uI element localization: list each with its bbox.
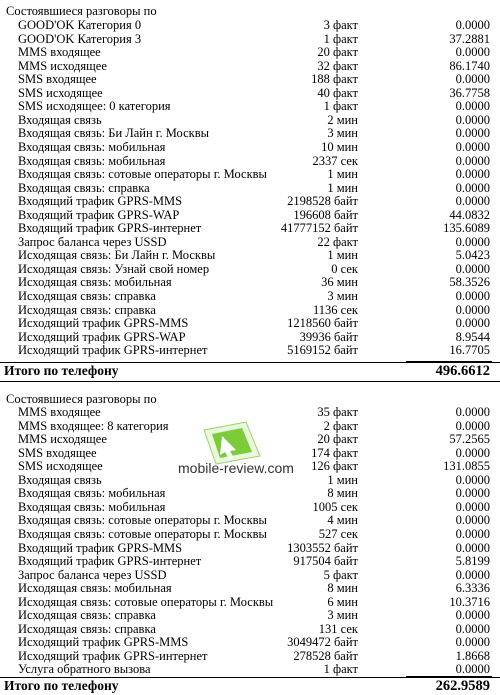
section-heading: Состоявшиеся разговоры по: [6, 392, 157, 406]
service-quantity: 188 факт: [311, 72, 358, 87]
service-quantity: 8 мин: [327, 486, 358, 501]
service-quantity: 278528 байт: [293, 648, 358, 663]
service-cost: 0.0000: [455, 261, 490, 276]
service-cost: 0.0000: [455, 316, 490, 331]
usage-row: [0, 181, 500, 195]
usage-row: [0, 527, 500, 541]
service-cost: 10.3716: [449, 594, 490, 609]
service-cost: 0.0000: [455, 167, 490, 182]
service-quantity: 1136 сек: [313, 302, 358, 317]
service-name: Запрос баланса через USSD: [18, 234, 167, 249]
service-cost: 0.0000: [455, 18, 490, 32]
usage-row: [0, 32, 500, 46]
usage-row: [0, 568, 500, 582]
service-cost: 44.0832: [449, 207, 490, 222]
usage-row: [0, 140, 500, 154]
service-name: Входящая связь: мобильная: [18, 139, 166, 154]
usage-row: [0, 608, 500, 622]
service-name: Входящий трафик GPRS-интернет: [18, 554, 202, 569]
service-quantity: 20 факт: [317, 432, 358, 447]
service-cost: 0.0000: [455, 486, 490, 501]
service-name: Входящая связь: сотовые операторы г. Москвы: [18, 513, 267, 528]
service-quantity: 2337 сек: [312, 153, 358, 168]
service-cost: 0.0000: [455, 72, 490, 87]
service-quantity: 8 мин: [327, 581, 358, 596]
total-bottom-rule: [0, 381, 500, 382]
service-cost: 0.0000: [455, 234, 490, 249]
service-quantity: 3 мин: [327, 289, 358, 303]
service-quantity: 3049472 байт: [287, 635, 358, 650]
usage-row: [0, 303, 500, 317]
usage-row: [0, 99, 500, 113]
service-cost: 0.0000: [455, 418, 490, 433]
service-quantity: 1 мин: [327, 180, 358, 195]
service-quantity: 5 факт: [323, 567, 358, 582]
service-name: Исходящая связь: справка: [18, 608, 156, 623]
service-cost: 131.0855: [443, 459, 490, 474]
service-cost: 0.0000: [455, 153, 490, 168]
service-quantity: 2 мин: [327, 112, 358, 127]
total-value: 496.6612: [435, 363, 490, 379]
service-cost: 1.8668: [455, 648, 490, 663]
usage-row: [0, 541, 500, 555]
service-cost: 0.0000: [455, 289, 490, 303]
service-quantity: 0 сек: [331, 261, 358, 276]
usage-row: [0, 262, 500, 276]
usage-row: [0, 500, 500, 514]
service-quantity: 39936 байт: [299, 329, 358, 344]
service-name: Услуга обратного вызова: [18, 662, 151, 677]
service-name: Запрос баланса через USSD: [18, 567, 167, 582]
usage-row: [0, 513, 500, 527]
service-cost: 0.0000: [455, 445, 490, 460]
service-quantity: 22 факт: [317, 234, 358, 249]
service-quantity: 3 мин: [327, 126, 358, 141]
service-cost: 0.0000: [455, 540, 490, 555]
service-cost: 36.7758: [449, 85, 490, 100]
service-name: SMS исходящее: [18, 85, 103, 100]
service-quantity: 527 сек: [318, 526, 358, 541]
total-value: 262.9589: [435, 678, 490, 694]
service-quantity: 3 мин: [327, 608, 358, 623]
watermark-text: mobile-review.com: [178, 460, 294, 476]
service-quantity: 1 факт: [323, 99, 358, 114]
service-quantity: 36 мин: [321, 275, 358, 290]
usage-row: [0, 194, 500, 208]
service-name: MMS исходящее: [18, 432, 107, 447]
usage-row: [0, 330, 500, 344]
service-cost: 6.3336: [455, 581, 490, 596]
usage-row: [0, 18, 500, 32]
service-quantity: 10 мин: [321, 139, 358, 154]
service-quantity: 1 мин: [327, 248, 358, 263]
usage-row: [0, 635, 500, 649]
usage-row: [0, 486, 500, 500]
usage-row: [0, 235, 500, 249]
service-name: Входящая связь: мобильная: [18, 153, 166, 168]
service-quantity: 20 факт: [317, 45, 358, 60]
usage-row: [0, 316, 500, 330]
service-name: Входящий трафик GPRS-MMS: [18, 194, 183, 209]
service-name: Входящая связь: мобильная: [18, 499, 166, 514]
service-quantity: 131 сек: [318, 621, 358, 636]
service-name: Входящая связь: справка: [18, 180, 150, 195]
service-cost: 8.9544: [455, 329, 490, 344]
service-quantity: 41777152 байт: [280, 221, 358, 236]
service-cost: 37.2881: [449, 31, 490, 46]
service-cost: 58.3526: [449, 275, 490, 290]
service-cost: 86.1740: [449, 58, 490, 73]
usage-row: [0, 595, 500, 609]
service-cost: 16.7705: [449, 343, 490, 358]
service-name: SMS входящее: [18, 445, 97, 460]
usage-row: [0, 208, 500, 222]
service-quantity: 1 мин: [327, 472, 358, 487]
service-name: Исходящий трафик GPRS-MMS: [18, 316, 189, 331]
service-name: GOOD'OK Категория 0: [18, 18, 142, 32]
service-quantity: 35 факт: [317, 405, 358, 419]
service-cost: 0.0000: [455, 194, 490, 209]
service-cost: 0.0000: [455, 567, 490, 582]
usage-row: [0, 59, 500, 73]
service-name: Исходящая связь: мобильная: [18, 275, 172, 290]
usage-row: [0, 649, 500, 663]
service-name: MMS входящее: [18, 405, 101, 419]
usage-row: [0, 248, 500, 262]
service-quantity: 6 мин: [327, 594, 358, 609]
service-name: Исходящая связь: справка: [18, 289, 156, 303]
service-name: Исходящий трафик GPRS-интернет: [18, 343, 208, 358]
service-cost: 0.0000: [455, 635, 490, 650]
service-cost: 0.0000: [455, 302, 490, 317]
service-quantity: 40 факт: [317, 85, 358, 100]
service-quantity: 1 факт: [323, 31, 358, 46]
service-name: SMS исходящее: 0 категория: [18, 99, 171, 114]
service-cost: 0.0000: [455, 621, 490, 636]
service-name: Входящая связь: сотовые операторы г. Москвы: [18, 167, 267, 182]
usage-row: [0, 86, 500, 100]
service-name: Исходящая связь: справка: [18, 302, 156, 317]
service-name: Входящий трафик GPRS-MMS: [18, 540, 183, 555]
total-label: Итого по телефону: [4, 678, 119, 693]
service-quantity: 5169152 байт: [287, 343, 358, 358]
service-name: Входящая связь: мобильная: [18, 486, 166, 501]
service-cost: 0.0000: [455, 513, 490, 528]
service-name: Исходящая связь: Би Лайн г. Москвы: [18, 248, 216, 263]
service-cost: 0.0000: [455, 526, 490, 541]
service-quantity: 1303552 байт: [287, 540, 358, 555]
phone-total-row: [0, 362, 500, 380]
phone-total-row: [0, 677, 500, 695]
service-name: MMS входящее: 8 категория: [18, 418, 169, 433]
service-name: Входящая связь: сотовые операторы г. Москвы: [18, 526, 267, 541]
usage-row: [0, 343, 500, 357]
service-cost: 5.8199: [455, 554, 490, 569]
usage-row: [0, 622, 500, 636]
service-name: Исходящий трафик GPRS-MMS: [18, 635, 189, 650]
service-name: MMS входящее: [18, 45, 101, 60]
service-name: GOOD'OK Категория 3: [18, 31, 142, 46]
usage-row: [0, 167, 500, 181]
service-name: Входящий трафик GPRS-интернет: [18, 221, 202, 236]
total-label: Итого по телефону: [4, 363, 119, 378]
usage-row: [0, 126, 500, 140]
service-name: Исходящая связь: справка: [18, 621, 156, 636]
service-name: Исходящий трафик GPRS-интернет: [18, 648, 208, 663]
service-cost: 0.0000: [455, 662, 490, 677]
service-quantity: 196608 байт: [293, 207, 358, 222]
usage-row: [0, 289, 500, 303]
service-name: Исходящая связь: сотовые операторы г. Москвы: [18, 594, 274, 609]
service-quantity: 1 факт: [323, 662, 358, 677]
usage-row: [0, 554, 500, 568]
service-cost: 0.0000: [455, 99, 490, 114]
service-name: SMS входящее: [18, 72, 97, 87]
usage-row: [0, 275, 500, 289]
service-quantity: 126 факт: [311, 459, 358, 474]
service-name: Исходящая связь: Узнай свой номер: [18, 261, 210, 276]
service-cost: 0.0000: [455, 499, 490, 514]
usage-row: [0, 72, 500, 86]
service-name: Входящая связь: [18, 112, 102, 127]
service-quantity: 917504 байт: [293, 554, 358, 569]
service-quantity: 2 факт: [323, 418, 358, 433]
usage-row: [0, 154, 500, 168]
service-quantity: 174 факт: [311, 445, 358, 460]
service-cost: 0.0000: [455, 608, 490, 623]
service-cost: 0.0000: [455, 405, 490, 419]
service-name: Исходящий трафик GPRS-WAP: [18, 329, 186, 344]
service-cost: 0.0000: [455, 180, 490, 195]
service-cost: 5.0423: [455, 248, 490, 263]
service-name: Входящая связь: Би Лайн г. Москвы: [18, 126, 210, 141]
service-cost: 57.2565: [449, 432, 490, 447]
service-quantity: 4 мин: [327, 513, 358, 528]
service-quantity: 2198528 байт: [287, 194, 358, 209]
service-cost: 0.0000: [455, 472, 490, 487]
service-cost: 0.0000: [455, 45, 490, 60]
service-name: SMS исходящее: [18, 459, 103, 474]
service-quantity: 1 мин: [327, 167, 358, 182]
service-cost: 0.0000: [455, 126, 490, 141]
usage-row: [0, 662, 500, 676]
usage-row: [0, 221, 500, 235]
service-cost: 135.6089: [443, 221, 490, 236]
service-name: Исходящая связь: мобильная: [18, 581, 172, 596]
service-name: MMS исходящее: [18, 58, 107, 73]
service-quantity: 1005 сек: [312, 499, 358, 514]
service-quantity: 32 факт: [317, 58, 358, 73]
service-name: Входящая связь: [18, 472, 102, 487]
service-quantity: 1218560 байт: [287, 316, 358, 331]
usage-row: [0, 581, 500, 595]
service-cost: 0.0000: [455, 112, 490, 127]
usage-row: [0, 113, 500, 127]
section-heading: Состоявшиеся разговоры по: [6, 4, 157, 18]
usage-row: [0, 45, 500, 59]
service-name: Входящий трафик GPRS-WAP: [18, 207, 180, 222]
service-cost: 0.0000: [455, 139, 490, 154]
service-quantity: 3 факт: [323, 18, 358, 32]
